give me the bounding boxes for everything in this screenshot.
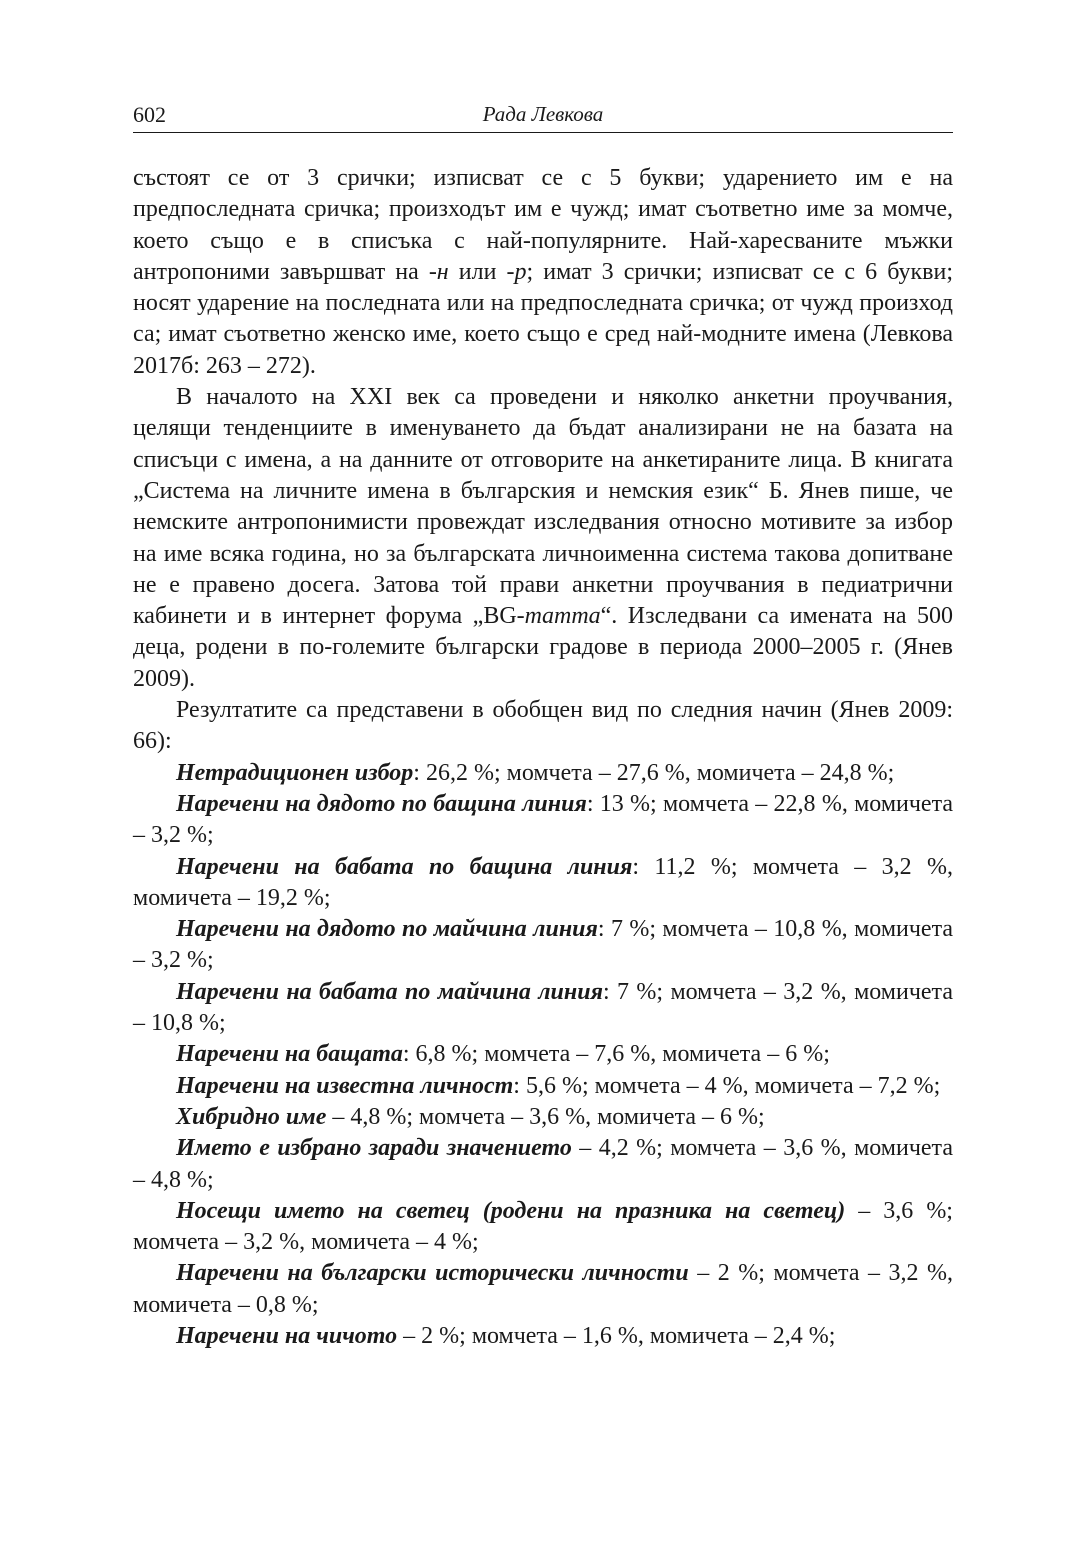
- list-item: Наречени на дядото по бащина линия: 13 %; момчета – 22,8 %, момичета – 3,2 %;: [133, 790, 954, 849]
- list-item: Името е избрано заради значението – 4,2 %; момчета – 3,6 %, момичета – 4,8 %;: [133, 1135, 953, 1193]
- page-header: [133, 100, 953, 133]
- page-number: 602: [133, 102, 166, 127]
- paragraph: състоят се от 3 срички; изписват се с 5 букви; ударението им е на предпоследната сричка; произходът им е чужд; имат съответно име за момче, което също е в списъка с най-популярните. Най-харесваните мъжки антропоними завършват на -н или -р; имат 3 срички; изписват се с 6 букви; носят ударение на последната или на предпоследната сричка; от чужд произход са; имат съответно женско име, което също е сред най-модните имена (Левкова 2017б: 263 – 272).: [133, 165, 953, 379]
- list-item: Наречени на бащата: 6,8 %; момчета – 7,6 %, момичета – 6 %;: [176, 1041, 830, 1068]
- list-item: Наречени на чичото – 2 %; момчета – 1,6 %, момичета – 2,4 %;: [176, 1322, 836, 1349]
- running-title: Рада Левкова: [482, 102, 604, 126]
- list-item: Наречени на дядото по майчина линия: 7 %; момчета – 10,8 %, момичета – 3,2 %;: [133, 916, 954, 974]
- list-item: Наречени на известна личност: 5,6 %; момчета – 4 %, момичета – 7,2 %;: [176, 1072, 941, 1099]
- list-item: Носещи името на светец (родени на празника на светец) – 3,6 %; момчета – 3,2 %, момичета – 4 %;: [133, 1197, 953, 1256]
- list-item: Наречени на български исторически личности – 2 %; момчета – 3,2 %, момичета – 0,8 %;: [133, 1260, 953, 1318]
- list-item: Наречени на бабата по майчина линия: 7 %; момчета – 3,2 %, момичета – 10,8 %;: [133, 978, 953, 1037]
- list-item: Нетрадиционен избор: 26,2 %; момчета – 27,6 %, момичета – 24,8 %;: [176, 759, 895, 786]
- paragraph: Резултатите са представени в обобщен вид по следния начин (Янев 2009: 66):: [133, 697, 953, 755]
- list-item: Наречени на бабата по бащина линия: 11,2 %; момчета – 3,2 %, момичета – 19,2 %;: [133, 853, 953, 911]
- paragraph: В началото на XXI век са проведени и няколко анкетни проучвания, целящи тенденциите в именуването да бъдат анализирани не на базата на списъци с имена, а на данните от отговорите на анкетираните лица. В книгата „Система на личните имена в българския и немския език“ Б. Янев пише, че немските антропонимисти провеждат изследвания относно мотивите за избор на име всяка година, но за българската личноименна система такова допитване не е правено досега. Затова той прави анкетни проучвания в педиатрични кабинети и в интернет форума „BG-mamma“. Изследвани са имената на 500 деца, родени в по-големите български градове в периода 2000–2005 г. (Янев 2009).: [133, 384, 953, 692]
- list-item: Хибридно име – 4,8 %; момчета – 3,6 %, момичета – 6 %;: [176, 1103, 765, 1130]
- body-text: [133, 163, 953, 1352]
